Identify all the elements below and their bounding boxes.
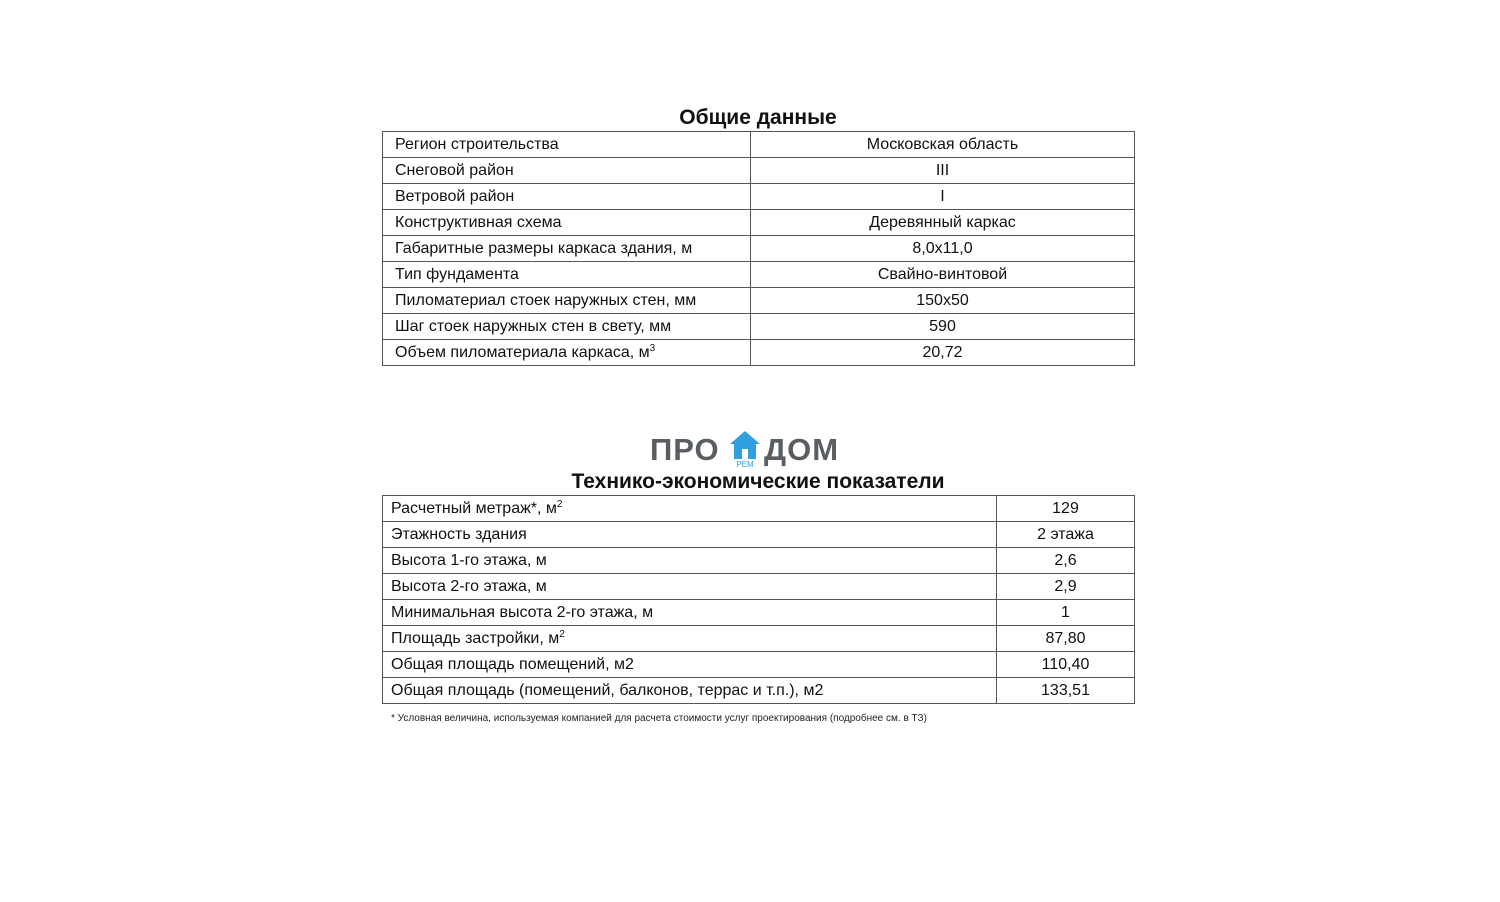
company-logo [648, 430, 853, 470]
table-row [383, 184, 1135, 210]
logo-word-right: ДОМ [764, 432, 840, 467]
table-row [383, 600, 1135, 626]
unit-superscript: 3 [649, 342, 656, 354]
table-row [383, 626, 1135, 652]
row-label: Высота 1-го этажа, м [383, 548, 997, 574]
row-label: Объем пиломатериала каркаса, м [395, 343, 650, 361]
row-value: 110,40 [997, 652, 1135, 678]
row-label-cell [383, 626, 997, 652]
row-value: 590 [751, 314, 1135, 340]
row-value: 1 [997, 600, 1135, 626]
row-value: I [751, 184, 1135, 210]
general-data-title: Общие данные [679, 106, 837, 129]
table-row [383, 210, 1135, 236]
row-label: Ветровой район [383, 184, 751, 210]
table-row [383, 548, 1135, 574]
row-value: 133,51 [997, 678, 1135, 704]
row-label: Тип фундамента [383, 262, 751, 288]
row-label: Габаритные размеры каркаса здания, м [383, 236, 751, 262]
row-value: Свайно-винтовой [751, 262, 1135, 288]
table-row [383, 652, 1135, 678]
house-icon [729, 430, 761, 460]
row-value: 129 [997, 496, 1135, 522]
unit-superscript: 2 [559, 628, 565, 640]
table-row [383, 158, 1135, 184]
row-value: Деревянный каркас [751, 210, 1135, 236]
row-label: Конструктивная схема [383, 210, 751, 236]
row-label: Минимальная высота 2-го этажа, м [383, 600, 997, 626]
table-row [383, 340, 1135, 366]
general-data-table [382, 131, 1135, 366]
table-row [383, 574, 1135, 600]
table-row [383, 314, 1135, 340]
row-value: 87,80 [997, 626, 1135, 652]
row-label: Регион строительства [383, 132, 751, 158]
row-value: III [751, 158, 1135, 184]
table-row [383, 288, 1135, 314]
row-label: Площадь застройки, м [391, 629, 560, 647]
row-label: Пиломатериал стоек наружных стен, мм [383, 288, 751, 314]
row-label: Высота 2-го этажа, м [383, 574, 997, 600]
row-label: Общая площадь помещений, м2 [383, 652, 997, 678]
table-row [383, 132, 1135, 158]
table-row [383, 236, 1135, 262]
table-row [383, 496, 1135, 522]
tech-indicators-table [382, 495, 1135, 704]
row-label: Шаг стоек наружных стен в свету, мм [383, 314, 751, 340]
row-label: Общая площадь (помещений, балконов, террас и т.п.), м2 [383, 678, 997, 704]
row-value: 2,9 [997, 574, 1135, 600]
row-value: Московская область [751, 132, 1135, 158]
table-row [383, 522, 1135, 548]
row-label-cell [383, 496, 997, 522]
logo-word-left: ПРО [650, 432, 720, 467]
row-value: 2,6 [997, 548, 1135, 574]
unit-superscript: 2 [556, 498, 563, 510]
row-label: Снеговой район [383, 158, 751, 184]
row-label: Расчетный метраж*, м [391, 499, 557, 517]
table-row [383, 262, 1135, 288]
row-value: 8,0х11,0 [751, 236, 1135, 262]
table-row [383, 678, 1135, 704]
row-value: 2 этажа [997, 522, 1135, 548]
footnote: * Условная величина, используемая компанией для расчета стоимости услуг проектирования (подробнее см. в ТЗ) [391, 713, 927, 724]
row-value: 150х50 [751, 288, 1135, 314]
logo-subtitle: РЕМ [736, 460, 754, 469]
row-label-cell [383, 340, 751, 366]
row-label: Этажность здания [383, 522, 997, 548]
row-value: 20,72 [751, 340, 1135, 366]
tech-indicators-title: Технико-экономические показатели [571, 470, 945, 493]
